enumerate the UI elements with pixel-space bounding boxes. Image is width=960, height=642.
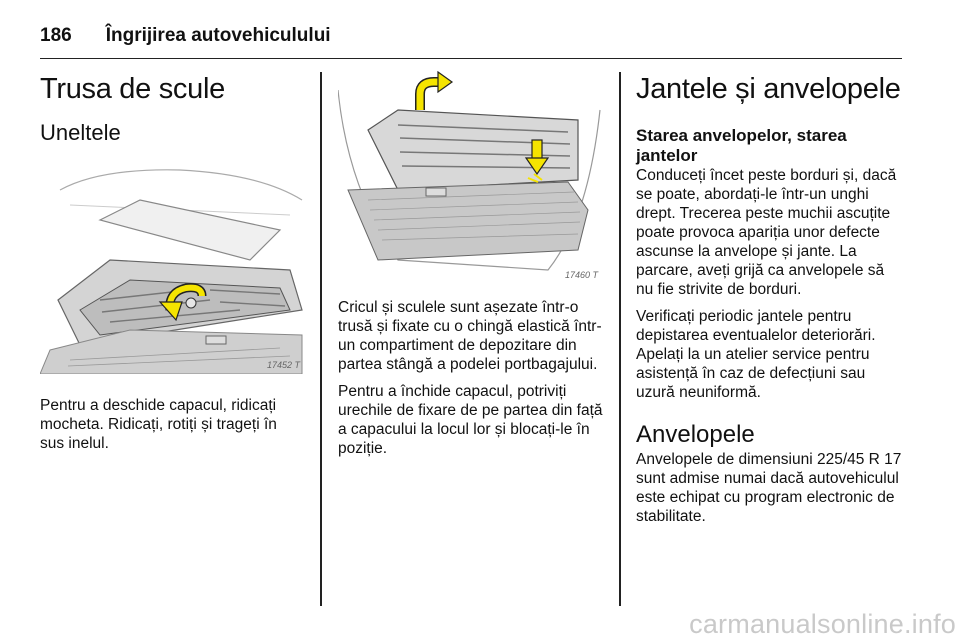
trunk-floor-jack-illustration [338,70,604,284]
paragraph: Anvelopele de dimensiuni 225/45 R 17 sunt admise numai dacă autovehiculul este echipat cu program electronic de stabilitate. [636,451,902,525]
subsection-title: Anvelopele [636,421,755,448]
trunk-open-cover-illustration [40,160,306,374]
paragraph: Verificați periodic jantele pentru depistarea eventualelor deteriorări. Apelați la un atelier service pentru asistență în caz de defecțiuni sau uzură neuniformă. [636,308,876,401]
figure-tool-compartment [40,160,306,374]
column-wheels-tyres [636,70,904,534]
paragraph: Cricul și sculele sunt așezate într-o trusă și fixate cu o chingă elastică într-un compartiment de depozitare din partea stângă a podelei portbagajului. [338,299,602,373]
figure-number: 17452 T [266,360,300,370]
running-title: Îngrijirea autovehiculului [105,25,331,46]
figure-jack-storage [338,70,604,284]
page-number: 186 [40,25,72,46]
column-jack-storage [338,70,604,466]
paragraph: Pentru a deschide capacul, ridicați mocheta. Ridicați, rotiți și trageți în sus inelul. [40,397,277,452]
column-divider-1 [320,72,322,606]
column-tool-kit [40,70,302,461]
subsection-title: Uneltele [40,120,121,145]
page-header [40,14,902,59]
section-title: Jantele și anvelopele [636,73,901,105]
section-title: Trusa de scule [40,73,225,105]
column-divider-2 [619,72,621,606]
watermark-logo: carmanualsonline.info [689,609,956,639]
paragraph: Pentru a închide capacul, potriviți urechile de fixare de pe partea din față a capacului la locul lor și blocați-le în poziție. [338,383,603,457]
figure-number: 17460 T [564,270,598,280]
paragraph: Conduceți încet peste borduri și, dacă se poate, abordați-le într-un unghi drept. Trecerea peste muchii ascuțite poate provoca apariția unor defecte ascunse la anvelope și jante. La parcare, aveți grijă ca anvelopele să nu fie strivite de borduri. [636,167,897,298]
subsection-heading: Starea anvelopelor, starea jantelor [636,126,847,165]
